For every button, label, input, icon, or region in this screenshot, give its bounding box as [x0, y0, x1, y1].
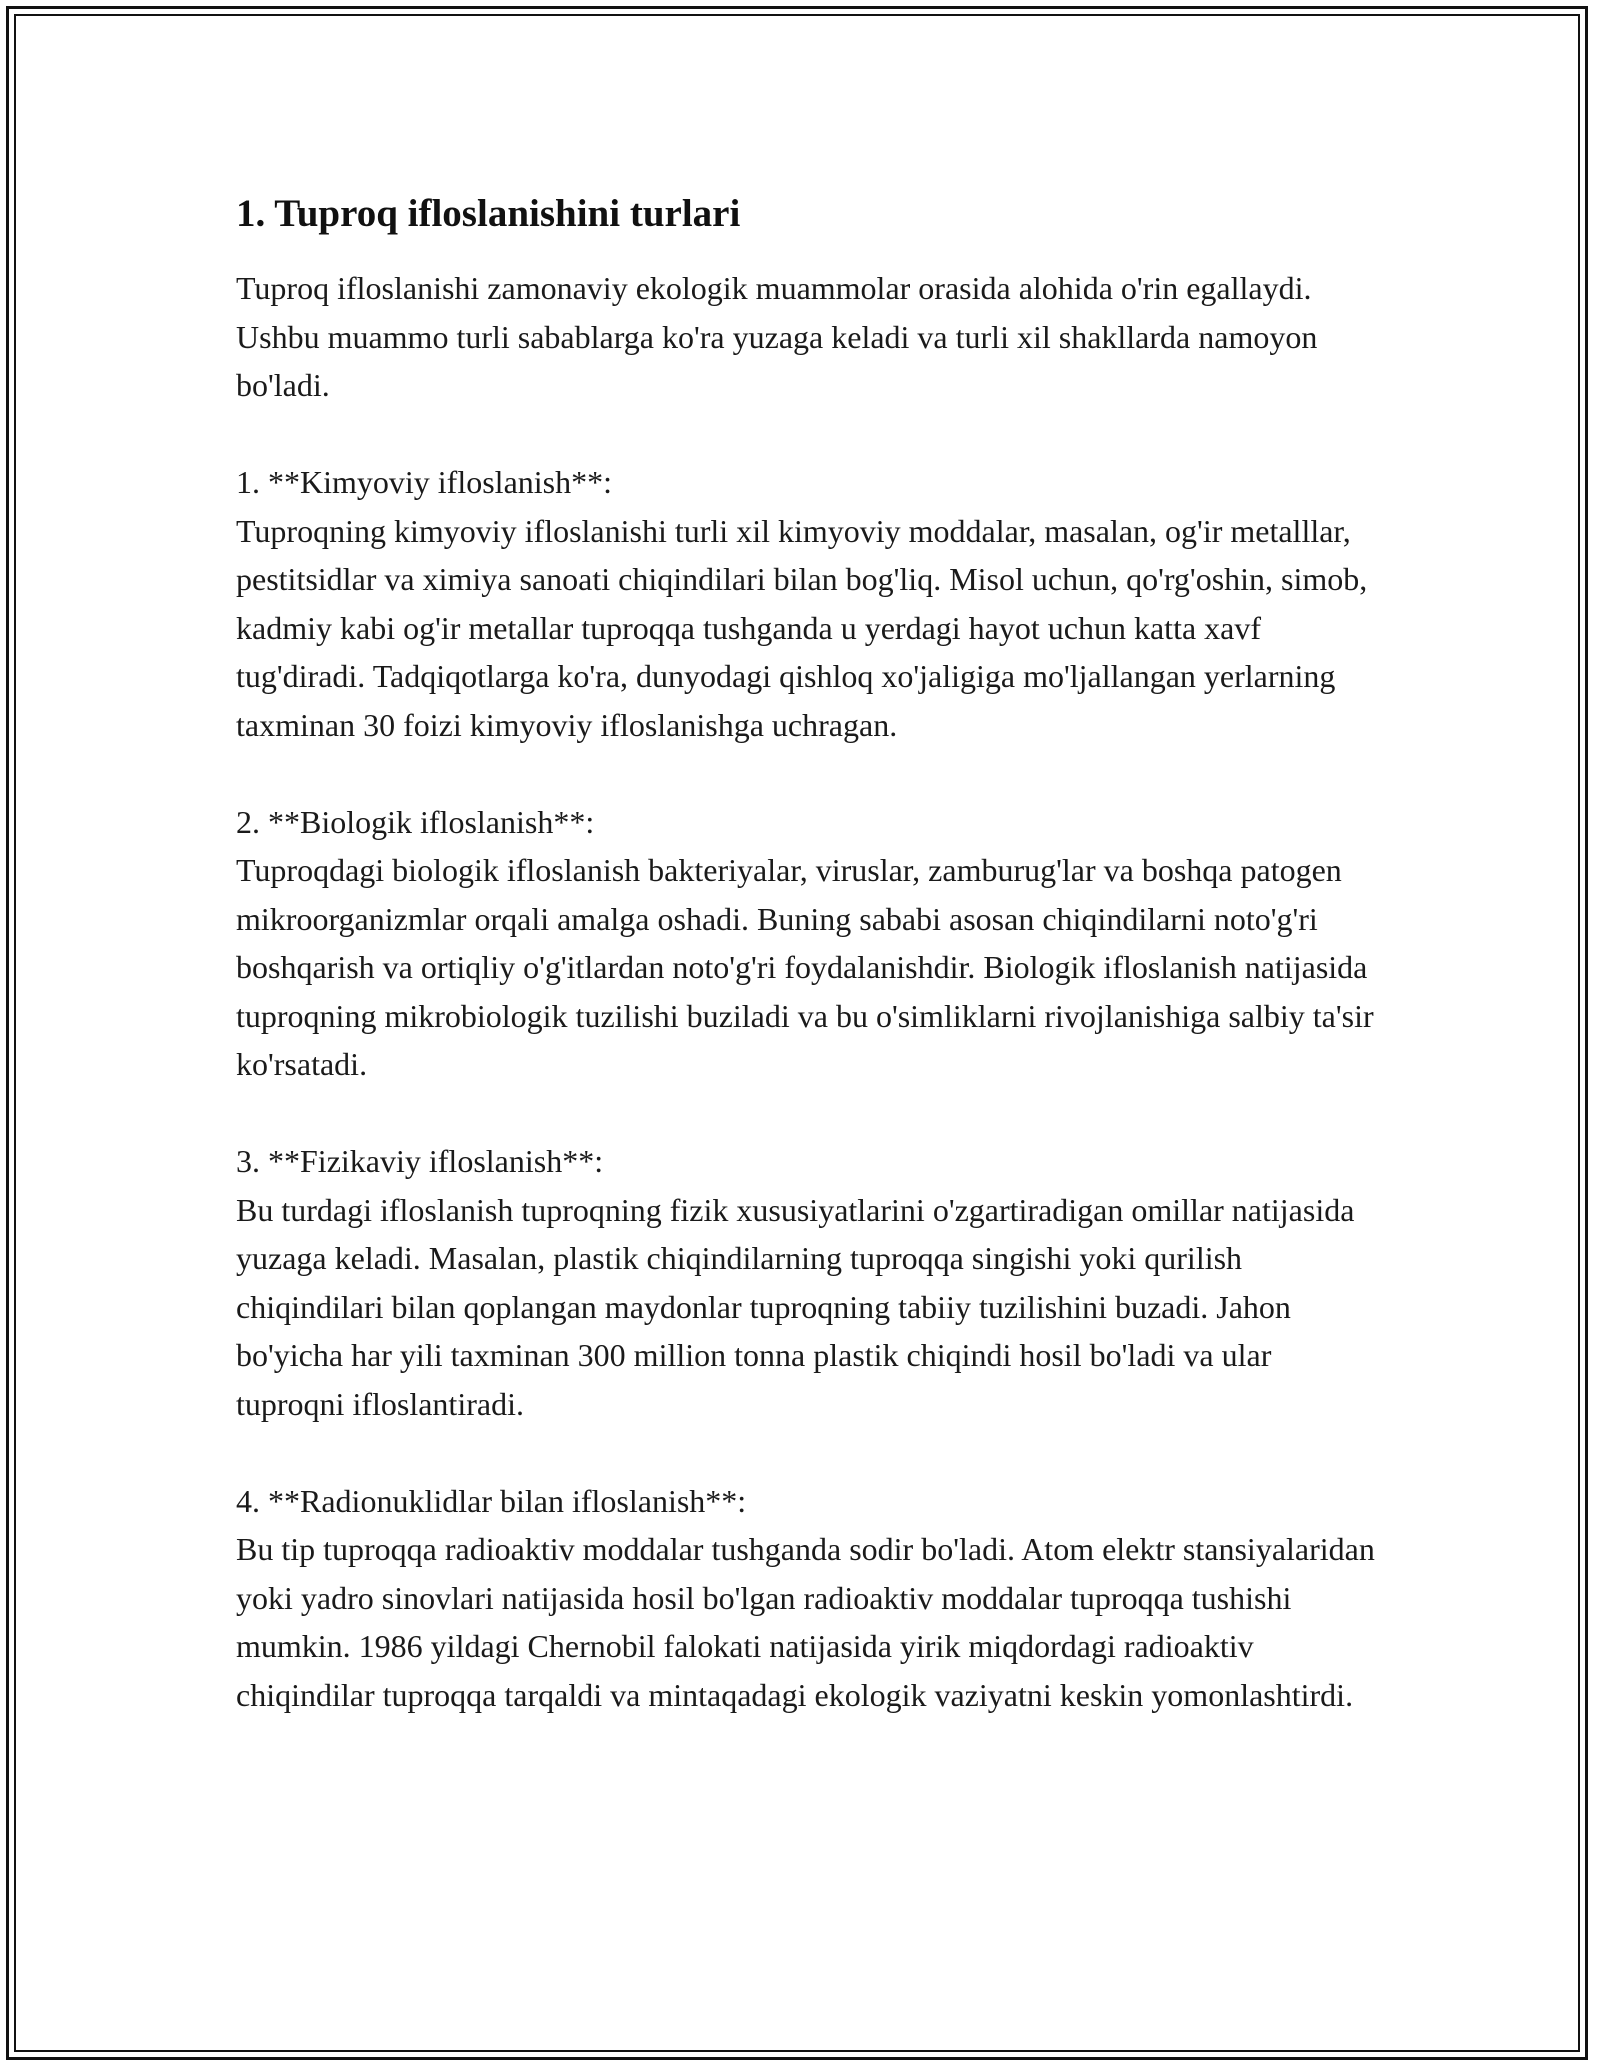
- intro-paragraph: Tuproq ifloslanishi zamonaviy ekologik muammolar orasida alohida o'rin egallaydi. Ushbu muammo turli sabablarga ko'ra yuzaga keladi va turli xil shakllarda namoyon bo'ladi.: [236, 270, 1318, 403]
- section-chemical-pollution: [236, 458, 1386, 749]
- section-body: Bu turdagi ifloslanish tuproqning fizik xususiyatlarini o'zgartiradigan omillar natijasida yuzaga keladi. Masalan, plastik chiqindilarning tuproqqa singishi yoki qurilish chiqindilari bilan qoplangan maydonlar tuproqning tabiiy tuzilishini buzadi. Jahon bo'yicha har yili taxminan 300 million tonna plastik chiqindi hosil bo'ladi va ular tuproqni ifloslantiradi.: [236, 1191, 1355, 1422]
- section-heading: 2. **Biologik ifloslanish**:: [236, 803, 595, 840]
- section-physical-pollution: [236, 1137, 1386, 1428]
- section-radionuclide-pollution: [236, 1477, 1386, 1720]
- section-heading: 1. **Kimyoviy ifloslanish**:: [236, 464, 612, 500]
- section-body: Tuproqning kimyoviy ifloslanishi turli xil kimyoviy moddalar, masalan, og'ir metalllar, pestitsidlar va ximiya sanoati chiqindilari bilan bog'liq. Misol uchun, qo'rg'oshin, simob, kadmiy kabi og'ir metallar tuproqqa tushganda u yerdagi hayot uchun katta xavf tug'diradi. Tadqiqotlarga ko'ra, dunyodagi qishloq xo'jaligiga mo'ljallangan yerlarning taxminan 30 foizi kimyoviy ifloslanishga uchragan.: [236, 512, 1368, 743]
- document-body: [236, 188, 1386, 1768]
- section-biological-pollution: [236, 798, 1386, 1089]
- section-body: Tuproqdagi biologik ifloslanish bakteriyalar, viruslar, zamburug'lar va boshqa patogen mikroorganizmlar orqali amalga oshadi. Buning sababi asosan chiqindilarni noto'g'ri boshqarish va ortiqliy o'g'itlardan noto'g'ri foydalanishdir. Biologik ifloslanish natijasida tuproqning mikrobiologik tuzilishi buziladi va bu o'simliklarni rivojlanishiga salbiy ta'sir ko'rsatadi.: [236, 852, 1374, 1082]
- document-title: 1. Tuproq ifloslanishini turlari: [236, 192, 741, 235]
- section-heading: 3. **Fizikaviy ifloslanish**:: [236, 1143, 604, 1179]
- section-body: Bu tip tuproqqa radioaktiv moddalar tushganda sodir bo'ladi. Atom elektr stansiyalaridan yoki yadro sinovlari natijasida hosil bo'lgan radioaktiv moddalar tuproqqa tushishi mumkin. 1986 yildagi Chernobil falokati natijasida yirik miqdordagi radioaktiv chiqindilar tuproqqa tarqaldi va mintaqadagi ekologik vaziyatni keskin yomonlashtirdi.: [236, 1531, 1375, 1713]
- section-heading: 4. **Radionuklidlar bilan ifloslanish**:: [236, 1482, 747, 1519]
